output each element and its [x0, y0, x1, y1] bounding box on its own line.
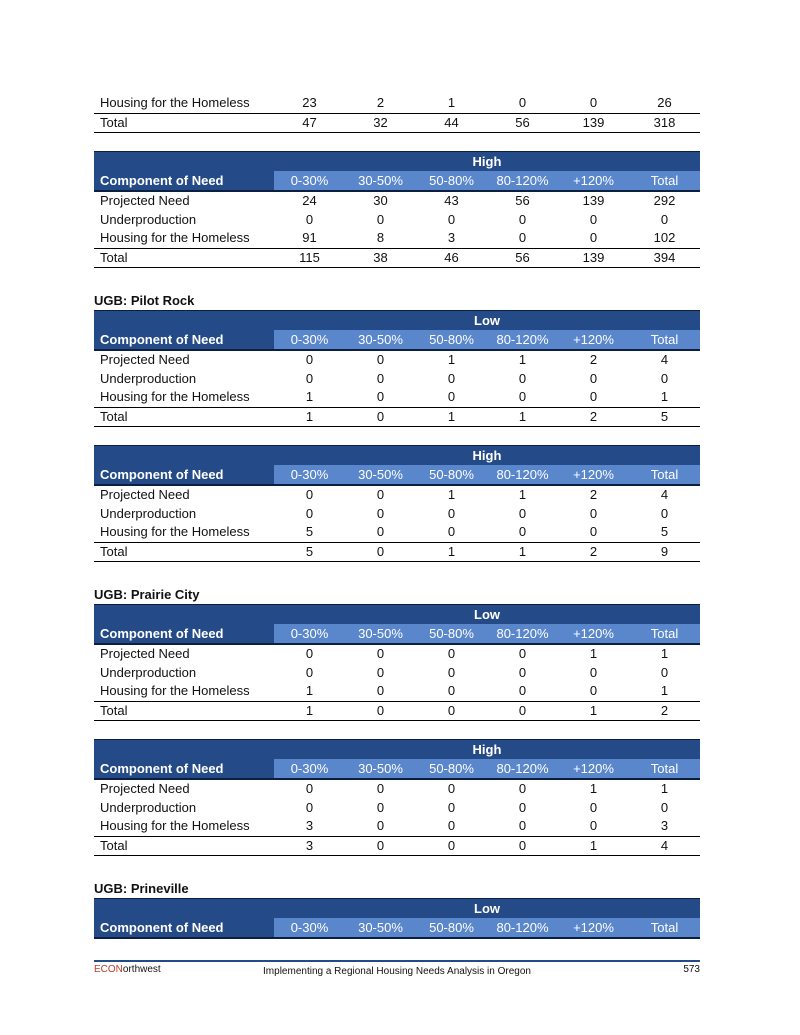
cell: 0	[416, 817, 487, 836]
column-header: 30-50%	[345, 465, 416, 485]
cell: 2	[345, 94, 416, 113]
cell: 318	[629, 113, 700, 133]
cell: 1	[487, 542, 558, 562]
cell: 0	[589, 799, 598, 815]
column-header: +120%	[558, 171, 629, 191]
table-row	[94, 350, 700, 370]
table-row	[94, 799, 700, 818]
cell: 1	[274, 407, 345, 427]
cell: 0	[558, 229, 629, 248]
cell: 1	[589, 781, 598, 796]
column-header: 50-80%	[416, 759, 487, 779]
table-row	[94, 388, 700, 407]
row-label: Total	[94, 248, 274, 268]
row-label: Projected Need	[100, 781, 190, 796]
cell: 5	[274, 523, 345, 542]
band-label: High	[274, 152, 700, 172]
cell: 0	[305, 664, 314, 680]
band-row	[94, 899, 700, 919]
band-label: High	[274, 446, 700, 466]
cell: 0	[447, 370, 456, 386]
cell: 0	[589, 664, 598, 680]
header-row	[94, 624, 700, 644]
band-row	[94, 311, 700, 331]
cell: 0	[487, 388, 558, 407]
cell: 0	[305, 352, 314, 367]
cell: 91	[274, 229, 345, 248]
cell: 26	[629, 94, 700, 113]
column-header: Component of Need	[94, 624, 274, 644]
column-header: Component of Need	[94, 465, 274, 485]
cell: 8	[345, 229, 416, 248]
row-label: Underproduction	[100, 799, 197, 815]
cell: 5	[629, 407, 700, 427]
column-header: 50-80%	[416, 624, 487, 644]
row-label: Projected Need	[100, 646, 190, 661]
table-pilot-rock-low	[94, 310, 700, 427]
column-header: 50-80%	[416, 465, 487, 485]
cell: 0	[376, 781, 385, 796]
cell: 0	[518, 211, 527, 227]
cell: 1	[447, 487, 456, 502]
cell: 1	[416, 407, 487, 427]
cell: 0	[447, 781, 456, 796]
column-header: 80-120%	[487, 759, 558, 779]
table-row	[94, 779, 700, 799]
cell: 0	[305, 781, 314, 796]
cell: 0	[345, 542, 416, 562]
cell: 394	[629, 248, 700, 268]
total-row	[94, 113, 700, 133]
cell: 1	[416, 542, 487, 562]
column-header: Total	[629, 759, 700, 779]
table-prineville-low	[94, 898, 700, 939]
cell: 0	[416, 682, 487, 701]
cell: 0	[376, 487, 385, 502]
total-row	[94, 701, 700, 721]
cell: 0	[660, 505, 669, 521]
cell: 44	[416, 113, 487, 133]
column-header: 30-50%	[345, 759, 416, 779]
cell: 1	[447, 352, 456, 367]
header-row	[94, 171, 700, 191]
cell: 0	[660, 370, 669, 386]
row-label: Underproduction	[100, 505, 197, 521]
cell: 0	[447, 664, 456, 680]
cell: 1	[518, 487, 527, 502]
cell: 1	[629, 388, 700, 407]
header-row	[94, 918, 700, 938]
row-label: Projected Need	[100, 193, 190, 208]
header-row	[94, 330, 700, 350]
row-label: Projected Need	[100, 352, 190, 367]
page-number: 573	[683, 964, 700, 975]
cell: 0	[345, 388, 416, 407]
cell: 2	[589, 487, 598, 502]
cell: 0	[589, 505, 598, 521]
cell: 24	[302, 193, 317, 208]
cell: 139	[582, 193, 605, 208]
total-row	[94, 836, 700, 856]
cell: 43	[444, 193, 459, 208]
cell: 139	[558, 248, 629, 268]
cell: 0	[660, 799, 669, 815]
cell: 23	[274, 94, 345, 113]
cell: 0	[416, 388, 487, 407]
cell: 0	[660, 664, 669, 680]
row-label: Housing for the Homeless	[94, 817, 274, 836]
row-label: Housing for the Homeless	[94, 523, 274, 542]
table-row	[94, 682, 700, 701]
cell: 0	[345, 523, 416, 542]
column-header: +120%	[558, 759, 629, 779]
column-header: 0-30%	[274, 759, 345, 779]
cell: 1	[274, 682, 345, 701]
cell: 3	[274, 836, 345, 856]
row-label: Total	[94, 836, 274, 856]
table-row	[94, 211, 700, 230]
cell: 38	[345, 248, 416, 268]
cell: 0	[487, 523, 558, 542]
column-header: Total	[629, 465, 700, 485]
row-label: Total	[94, 113, 274, 133]
table-row	[94, 94, 700, 113]
cell: 4	[629, 836, 700, 856]
cell: 5	[274, 542, 345, 562]
cell: 0	[558, 682, 629, 701]
cell: 0	[416, 523, 487, 542]
column-header: 80-120%	[487, 330, 558, 350]
table-row	[94, 370, 700, 389]
row-label: Total	[94, 407, 274, 427]
band-label: Low	[274, 605, 700, 625]
cell: 0	[487, 836, 558, 856]
row-label: Underproduction	[100, 664, 197, 680]
column-header: 30-50%	[345, 330, 416, 350]
column-header: 0-30%	[274, 918, 345, 938]
cell: 0	[447, 211, 456, 227]
row-label: Underproduction	[100, 370, 197, 386]
cell: 0	[305, 487, 314, 502]
cell: 139	[558, 113, 629, 133]
table-row	[94, 817, 700, 836]
cell: 0	[345, 836, 416, 856]
cell: 0	[518, 664, 527, 680]
brand-econ: ECON	[94, 964, 123, 975]
cell: 0	[345, 407, 416, 427]
cell: 0	[558, 388, 629, 407]
cell: 5	[629, 523, 700, 542]
cell: 0	[416, 836, 487, 856]
cell: 1	[558, 836, 629, 856]
column-header: 30-50%	[345, 624, 416, 644]
table-prairie-city-high	[94, 739, 700, 856]
cell: 0	[345, 817, 416, 836]
column-header: 80-120%	[487, 918, 558, 938]
cell: 3	[416, 229, 487, 248]
cell: 0	[447, 505, 456, 521]
cell: 1	[518, 352, 527, 367]
cell: 1	[274, 388, 345, 407]
cell: 47	[274, 113, 345, 133]
row-label: Total	[94, 542, 274, 562]
column-header: 0-30%	[274, 465, 345, 485]
cell: 3	[274, 817, 345, 836]
cell: 30	[373, 193, 388, 208]
cell: 0	[305, 646, 314, 661]
cell: 4	[660, 487, 669, 502]
band-label: Low	[274, 311, 700, 331]
total-row	[94, 248, 700, 268]
cell: 0	[518, 646, 527, 661]
cell: 46	[416, 248, 487, 268]
cell: 0	[416, 701, 487, 721]
cell: 32	[345, 113, 416, 133]
band-row	[94, 152, 700, 172]
table-row	[94, 644, 700, 664]
column-header: 0-30%	[274, 624, 345, 644]
cell: 0	[305, 211, 314, 227]
cell: 1	[558, 701, 629, 721]
column-header: 0-30%	[274, 171, 345, 191]
column-header: +120%	[558, 624, 629, 644]
cell: 0	[518, 781, 527, 796]
column-header: 50-80%	[416, 330, 487, 350]
table-row	[94, 523, 700, 542]
cell: 0	[305, 799, 314, 815]
cell: 0	[518, 505, 527, 521]
cell: 0	[558, 817, 629, 836]
cell: 56	[487, 248, 558, 268]
row-label: Total	[94, 701, 274, 721]
column-header: 80-120%	[487, 465, 558, 485]
section-title-pilot-rock: UGB: Pilot Rock	[94, 293, 195, 308]
cell: 1	[660, 781, 669, 796]
cell: 0	[376, 505, 385, 521]
column-header: Total	[629, 918, 700, 938]
cell: 0	[558, 94, 629, 113]
row-label: Housing for the Homeless	[94, 229, 274, 248]
column-header: Component of Need	[94, 759, 274, 779]
column-header: 30-50%	[345, 918, 416, 938]
column-header: Component of Need	[94, 330, 274, 350]
band-row	[94, 446, 700, 466]
row-label: Underproduction	[100, 211, 197, 227]
cell: 1	[660, 646, 669, 661]
column-header: 80-120%	[487, 624, 558, 644]
cell: 2	[629, 701, 700, 721]
column-header: Component of Need	[94, 918, 274, 938]
column-header: +120%	[558, 465, 629, 485]
cell: 0	[376, 211, 385, 227]
footer-title: Implementing a Regional Housing Needs Analysis in Oregon	[263, 966, 531, 977]
band-label: High	[274, 740, 700, 760]
cell: 0	[376, 370, 385, 386]
column-header: 30-50%	[345, 171, 416, 191]
cell: 1	[274, 701, 345, 721]
section-title-prineville: UGB: Prineville	[94, 881, 189, 896]
column-header: 50-80%	[416, 171, 487, 191]
cell: 0	[518, 799, 527, 815]
total-row	[94, 542, 700, 562]
column-header: 0-30%	[274, 330, 345, 350]
column-header: +120%	[558, 330, 629, 350]
cell: 56	[515, 193, 530, 208]
header-row	[94, 759, 700, 779]
cell: 0	[589, 370, 598, 386]
cell: 0	[345, 682, 416, 701]
total-row	[94, 407, 700, 427]
column-header: +120%	[558, 918, 629, 938]
cell: 2	[558, 542, 629, 562]
column-header: Total	[629, 330, 700, 350]
table-continued	[94, 94, 700, 133]
table-row	[94, 664, 700, 683]
row-label: Housing for the Homeless	[94, 388, 274, 407]
cell: 9	[629, 542, 700, 562]
cell: 0	[487, 701, 558, 721]
band-row	[94, 605, 700, 625]
cell: 0	[589, 211, 598, 227]
cell: 0	[487, 682, 558, 701]
column-header: Component of Need	[94, 171, 274, 191]
table-prairie-city-low	[94, 604, 700, 721]
cell: 0	[376, 799, 385, 815]
cell: 0	[447, 646, 456, 661]
cell: 1	[487, 407, 558, 427]
cell: 0	[487, 229, 558, 248]
table-row	[94, 485, 700, 505]
cell: 2	[558, 407, 629, 427]
column-header: Total	[629, 624, 700, 644]
page-footer	[94, 960, 700, 975]
cell: 1	[629, 682, 700, 701]
cell: 4	[660, 352, 669, 367]
cell: 56	[487, 113, 558, 133]
row-label: Housing for the Homeless	[94, 94, 274, 113]
cell: 0	[376, 352, 385, 367]
cell: 292	[653, 193, 676, 208]
table-row	[94, 229, 700, 248]
cell: 1	[589, 646, 598, 661]
column-header: Total	[629, 171, 700, 191]
header-row	[94, 465, 700, 485]
column-header: 50-80%	[416, 918, 487, 938]
cell: 0	[518, 370, 527, 386]
cell: 0	[660, 211, 669, 227]
cell: 3	[629, 817, 700, 836]
cell: 0	[487, 94, 558, 113]
cell: 0	[305, 505, 314, 521]
table-high	[94, 151, 700, 268]
cell: 0	[345, 701, 416, 721]
brand-northwest: orthwest	[122, 964, 161, 975]
table-pilot-rock-high	[94, 445, 700, 562]
cell: 1	[416, 94, 487, 113]
cell: 0	[447, 799, 456, 815]
cell: 2	[589, 352, 598, 367]
row-label: Housing for the Homeless	[94, 682, 274, 701]
band-row	[94, 740, 700, 760]
cell: 115	[274, 248, 345, 268]
row-label: Projected Need	[100, 487, 190, 502]
band-label: Low	[274, 899, 700, 919]
section-title-prairie-city: UGB: Prairie City	[94, 587, 200, 602]
table-row	[94, 191, 700, 211]
cell: 0	[558, 523, 629, 542]
cell: 0	[305, 370, 314, 386]
cell: 0	[376, 646, 385, 661]
cell: 102	[629, 229, 700, 248]
cell: 0	[376, 664, 385, 680]
document-page	[94, 94, 700, 939]
table-row	[94, 505, 700, 524]
cell: 0	[487, 817, 558, 836]
column-header: 80-120%	[487, 171, 558, 191]
